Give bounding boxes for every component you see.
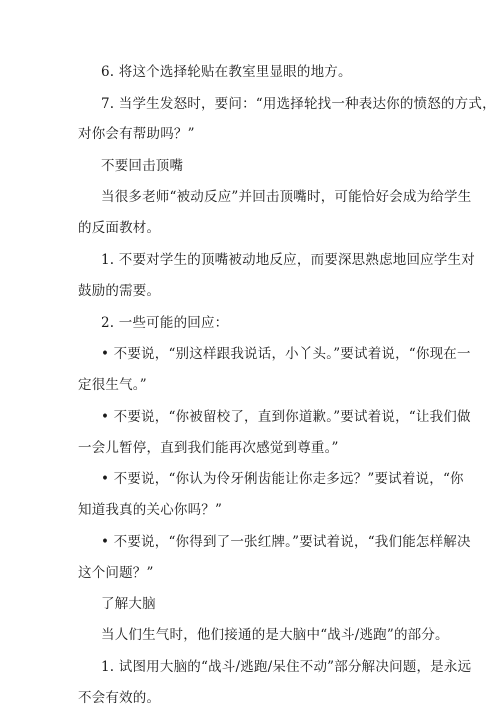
text-line: 对你会有帮助吗？” — [78, 126, 195, 142]
text-line: 当很多老师“被动反应”并回击顶嘴时，可能恰好会成为给学生 — [101, 189, 472, 205]
bullet-line: • 不要说，“你被留校了，直到你道歉。”要试着说，“让我们做 — [101, 409, 471, 425]
text-line: 当人们生气时，他们接通的是大脑中“战斗/逃跑”的部分。 — [101, 627, 449, 643]
text-line: 一会儿暂停，直到我们能再次感觉到尊重。” — [78, 440, 339, 456]
text-line: 鼓励的需要。 — [78, 283, 161, 299]
bullet-line: • 不要说，“别这样跟我说话，小丫头。”要试着说，“你现在一 — [101, 346, 471, 362]
text-line: 1. 试图用大脑的“战斗/逃跑/呆住不动”部分解决问题，是永远 — [101, 659, 472, 675]
bullet-line: • 不要说，“你得到了一张红牌。”要试着说，“我们能怎样解决 — [101, 534, 471, 550]
text-line: 7. 当学生发怒时，要问：“用选择轮找一种表达你的愤怒的方式， — [101, 96, 496, 112]
bullet-line: • 不要说，“你认为伶牙俐齿能让你走多远？”要试着说，“你 — [101, 471, 464, 487]
text-line: 不会有效的。 — [78, 690, 161, 706]
section-heading: 了解大脑 — [101, 596, 156, 612]
text-line: 6. 将这个选择轮贴在教室里显眼的地方。 — [101, 64, 352, 80]
text-line: 定很生气。” — [78, 377, 147, 393]
text-line: 这个问题？” — [78, 565, 154, 581]
section-heading: 不要回击顶嘴 — [101, 158, 184, 174]
text-line: 知道我真的关心你吗？” — [78, 502, 223, 518]
text-line: 的反面教材。 — [78, 220, 161, 236]
text-line: 1. 不要对学生的顶嘴被动地反应，而要深思熟虑地回应学生对 — [101, 252, 475, 268]
text-line: 2. 一些可能的回应： — [101, 315, 229, 331]
